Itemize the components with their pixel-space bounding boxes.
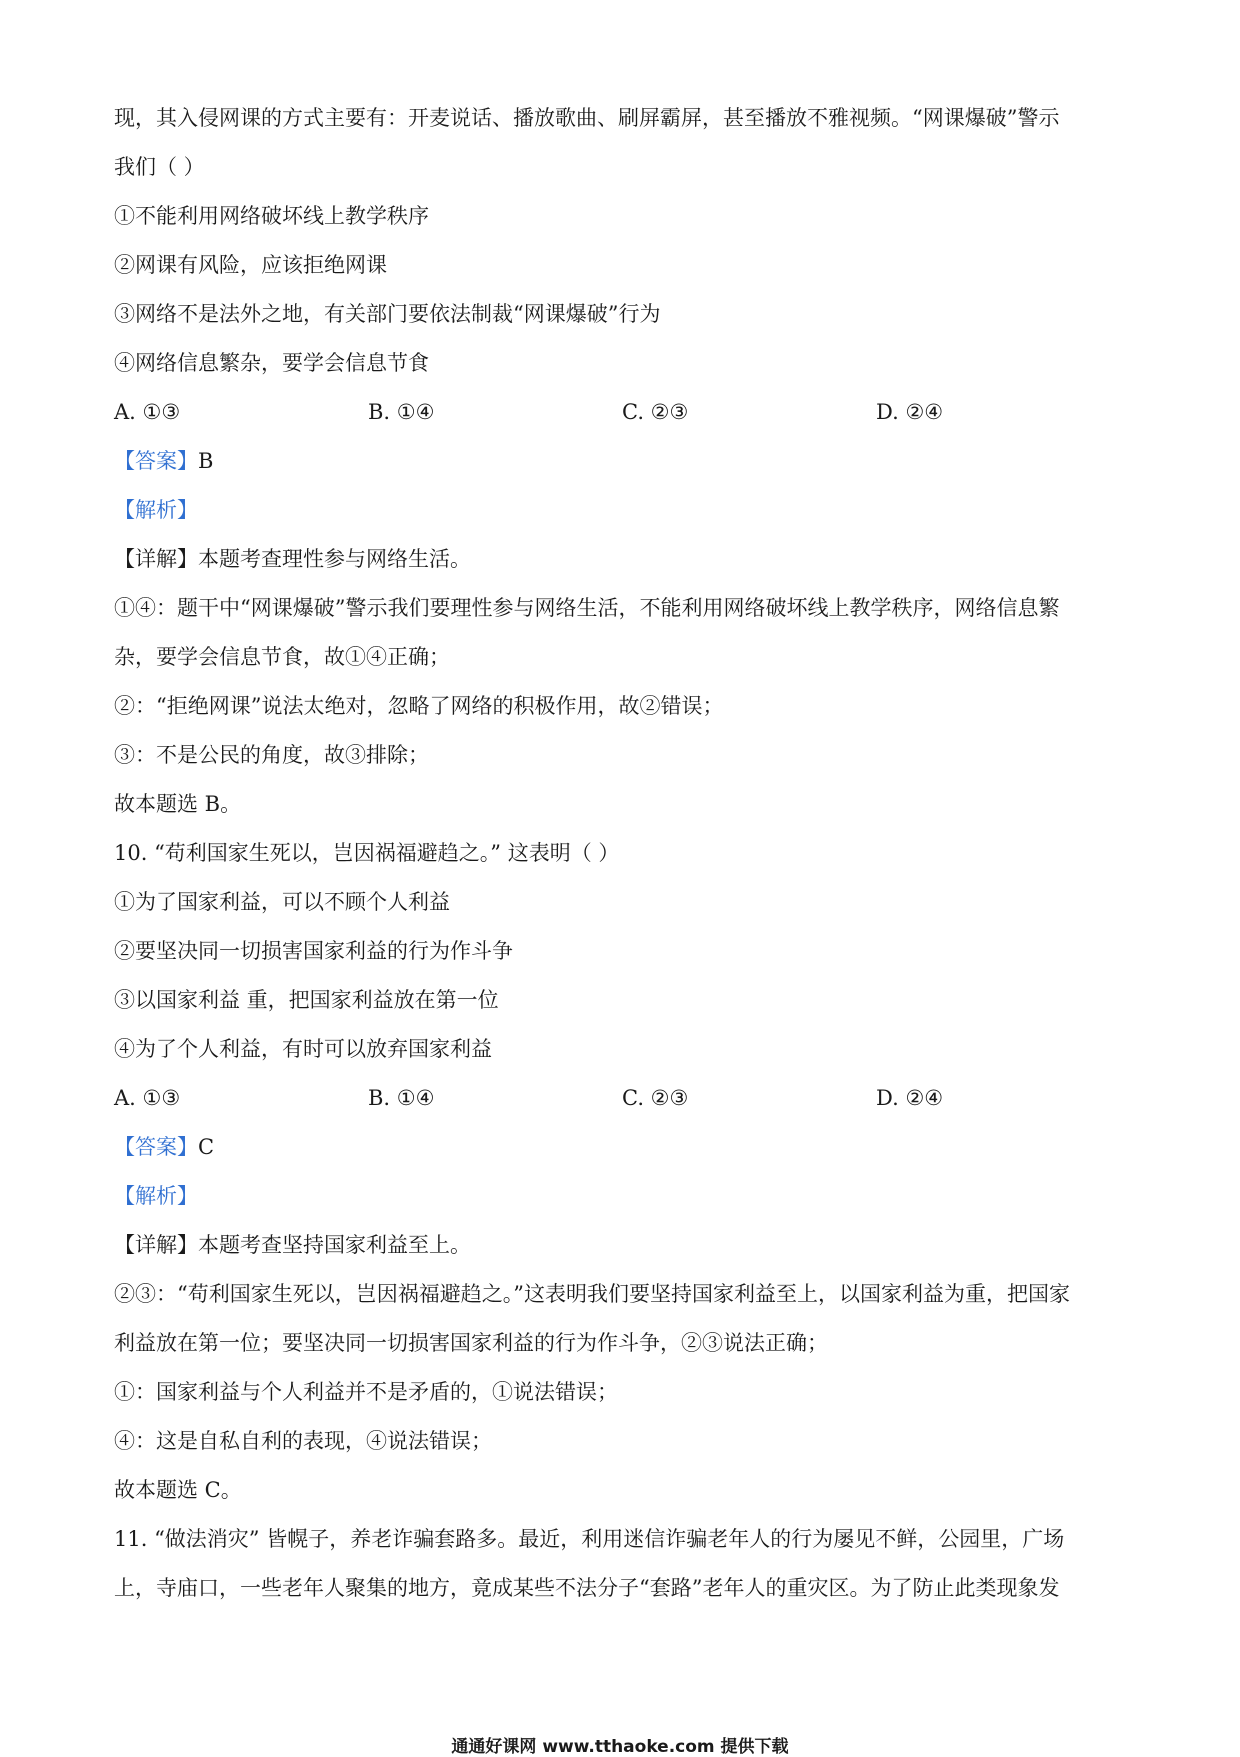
- q9-option-a: A. ①③: [114, 400, 181, 424]
- q11-stem-line2: 上，寺庙口，一些老年人聚集的地方，竟成某些不法分子“套路”老年人的重灾区。为了防止此类现象发: [114, 1576, 1060, 1600]
- q10-item-3: ③以国家利益 重，把国家利益放在第一位: [114, 988, 499, 1012]
- q10-answer-value: C: [198, 1135, 215, 1159]
- q10-answer-label: 【答案】: [114, 1135, 198, 1159]
- q10-explain-1: ②③：“苟利国家生死以，岂因祸福避趋之。”这表明我们要坚持国家利益至上，以国家利益为重，把国家: [114, 1282, 1070, 1306]
- q10-explain-2: 利益放在第一位；要坚决同一切损害国家利益的行为作斗争，②③说法正确；: [114, 1331, 828, 1355]
- q10-detail: [114, 1231, 1126, 1259]
- q10-answer: [114, 1133, 1126, 1161]
- q10-detail-label: 【详解】: [114, 1233, 198, 1257]
- q9-detail-text: 本题考查理性参与网络生活。: [198, 547, 471, 571]
- q9-explain-1: ①④：题干中“网课爆破”警示我们要理性参与网络生活，不能利用网络破坏线上教学秩序，网络信息繁: [114, 596, 1060, 620]
- q10-item-1: ①为了国家利益，可以不顾个人利益: [114, 890, 450, 914]
- q9-item-1: ①不能利用网络破坏线上教学秩序: [114, 204, 429, 228]
- q9-answer: [114, 447, 1126, 475]
- q9-item-3: ③网络不是法外之地，有关部门要依法制裁“网课爆破”行为: [114, 302, 661, 326]
- q9-stem-line2: 我们（ ）: [114, 155, 205, 179]
- q10-item-2: ②要坚决同一切损害国家利益的行为作斗争: [114, 939, 513, 963]
- q10-option-d: D. ②④: [876, 1086, 944, 1110]
- q9-explain-5: 故本题选 B。: [114, 792, 242, 816]
- q10-explain-4: ④：这是自私自利的表现，④说法错误；: [114, 1429, 492, 1453]
- q9-item-4: ④网络信息繁杂，要学会信息节食: [114, 351, 429, 375]
- q9-stem-line1: 现，其入侵网课的方式主要有：开麦说话、播放歌曲、刷屏霸屏，甚至播放不雅视频。“网课爆破”警示: [114, 106, 1060, 130]
- q10-stem: 10. “苟利国家生死以，岂因祸福避趋之。” 这表明（ ）: [114, 841, 620, 865]
- q9-analysis-label: 【解析】: [114, 498, 198, 522]
- q9-explain-4: ③：不是公民的角度，故③排除；: [114, 743, 429, 767]
- q9-option-b: B. ①④: [368, 400, 435, 424]
- page-footer: 通通好课网 www.tthaoke.com 提供下载: [451, 1737, 789, 1757]
- q9-answer-label: 【答案】: [114, 449, 198, 473]
- q9-detail: [114, 545, 1126, 573]
- q10-item-4: ④为了个人利益，有时可以放弃国家利益: [114, 1037, 492, 1061]
- q11-stem-line1: 11. “做法消灾” 皆幌子，养老诈骗套路多。最近，利用迷信诈骗老年人的行为屡见不鲜，公园里，广场: [114, 1527, 1065, 1551]
- q9-answer-value: B: [198, 449, 214, 473]
- q9-option-d: D. ②④: [876, 400, 944, 424]
- q9-item-2: ②网课有风险，应该拒绝网课: [114, 253, 387, 277]
- q9-detail-label: 【详解】: [114, 547, 198, 571]
- q9-explain-3: ②：“拒绝网课”说法太绝对，忽略了网络的积极作用，故②错误；: [114, 694, 724, 718]
- q10-detail-text: 本题考查坚持国家利益至上。: [198, 1233, 471, 1257]
- q10-analysis-label: 【解析】: [114, 1184, 198, 1208]
- q10-explain-3: ①：国家利益与个人利益并不是矛盾的，①说法错误；: [114, 1380, 618, 1404]
- q10-option-b: B. ①④: [368, 1086, 435, 1110]
- q10-explain-5: 故本题选 C。: [114, 1478, 242, 1502]
- q9-explain-2: 杂，要学会信息节食，故①④正确；: [114, 645, 450, 669]
- q10-option-c: C. ②③: [622, 1086, 689, 1110]
- q9-option-c: C. ②③: [622, 400, 689, 424]
- q10-option-a: A. ①③: [114, 1086, 181, 1110]
